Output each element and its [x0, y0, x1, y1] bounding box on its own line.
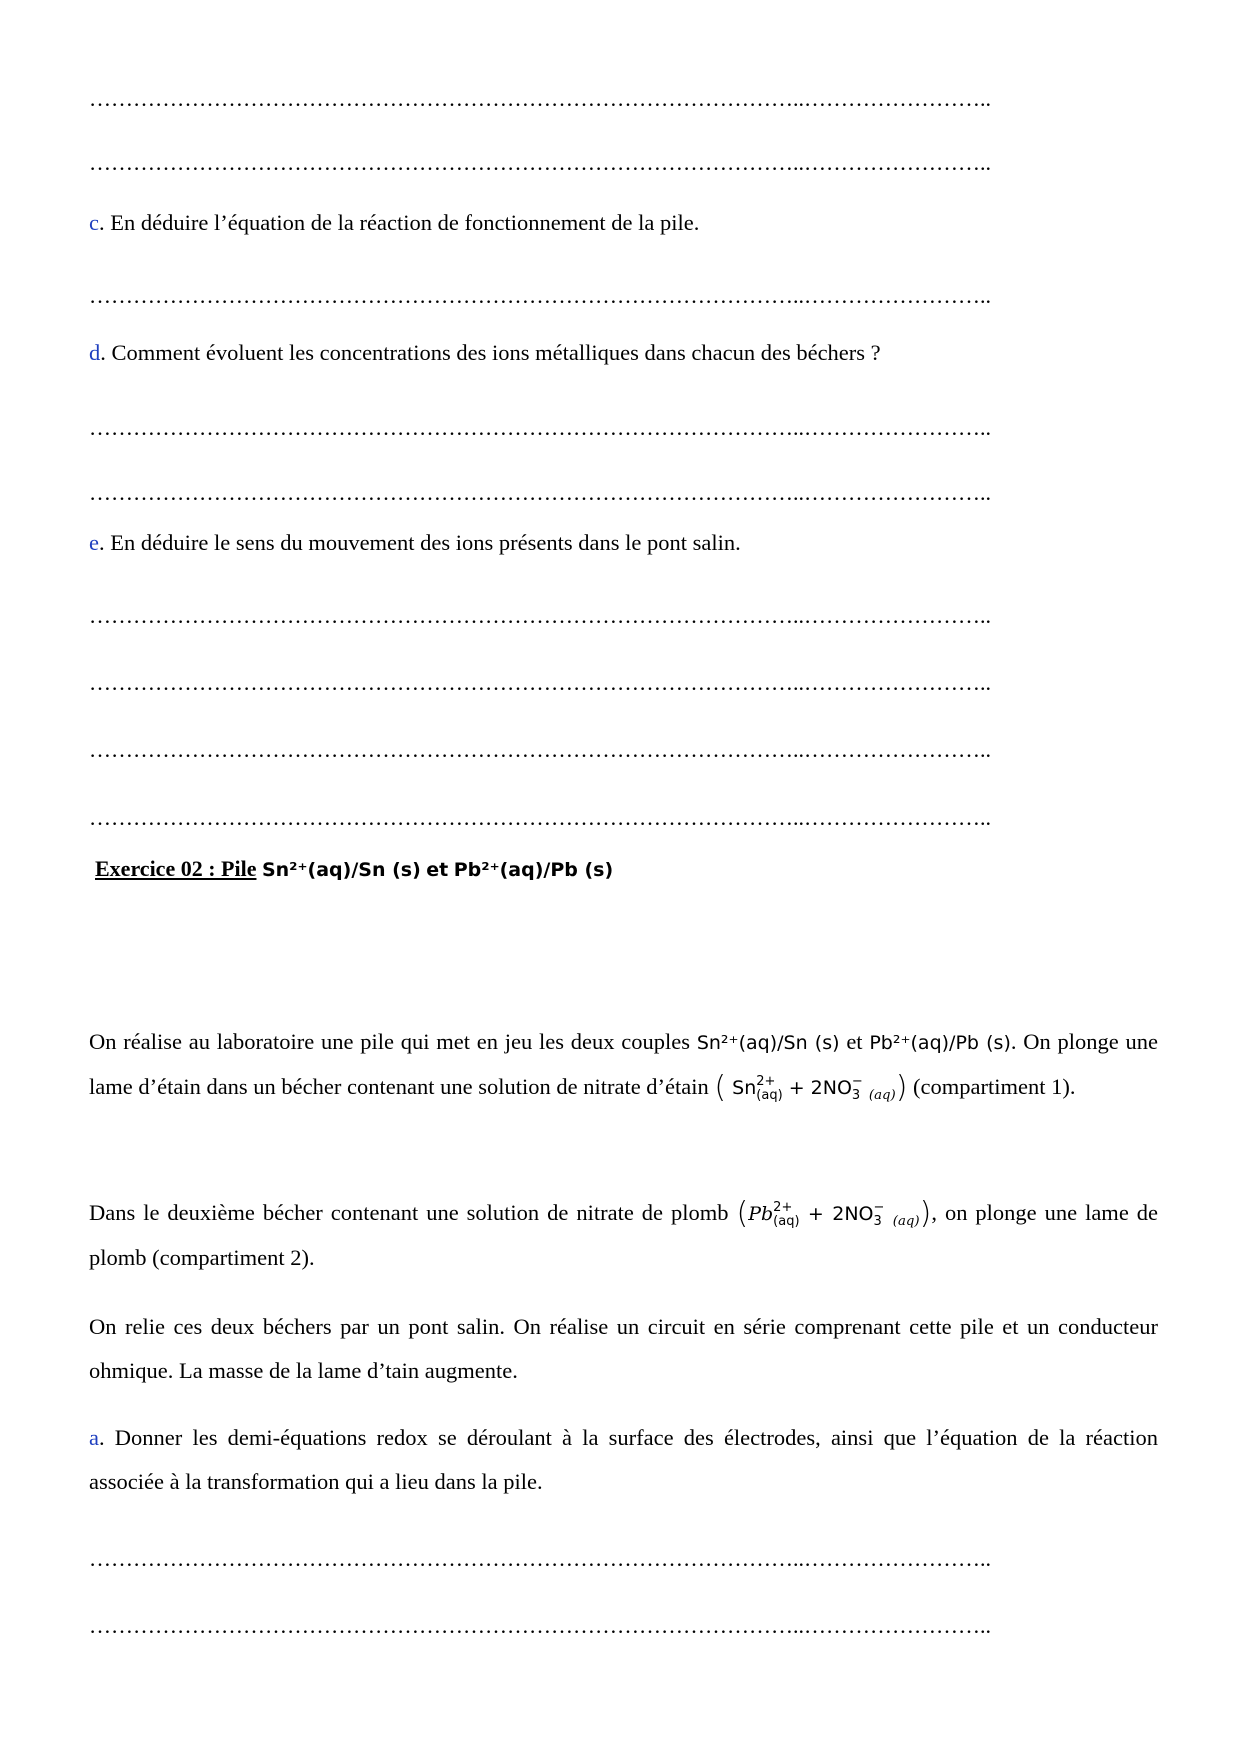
p2-start: Dans le deuxième bécher contenant une solution de nitrate de plomb	[89, 1200, 729, 1225]
answer-line: ……………………………………………………………………………………..……………………..	[89, 283, 991, 308]
answer-line: ……………………………………………………………………………………..……………………..	[89, 150, 991, 175]
couple-pb: Pb²⁺(aq)/Pb (s)	[453, 859, 614, 881]
answer-line: ……………………………………………………………………………………..……………………..	[89, 805, 991, 830]
question-letter: d	[89, 340, 101, 365]
couple-sn: Sn²⁺(aq)/Sn (s)	[696, 1032, 840, 1054]
p1-mid: et	[846, 1029, 863, 1054]
couple-pb: Pb²⁺(aq)/Pb (s)	[869, 1032, 1011, 1054]
question-letter: a	[89, 1425, 99, 1450]
p2-end: , on plonge une lame de plomb (compartiment 2).	[89, 1200, 1159, 1270]
answer-line: ……………………………………………………………………………………..……………………..	[89, 86, 991, 111]
question-c	[89, 210, 699, 236]
couple-sn: Sn²⁺(aq)/Sn (s)	[261, 859, 421, 881]
title-and: et	[426, 859, 449, 881]
question-text: . En déduire l’équation de la réaction de fonctionnement de la pile.	[99, 210, 700, 235]
answer-line: ……………………………………………………………………………………..……………………..	[89, 480, 991, 505]
p1-after: . On plonge une lame d’étain dans un bécher contenant une solution de nitrate d’étain	[89, 1029, 1159, 1099]
question-text: . En déduire le sens du mouvement des ions présents dans le pont salin.	[99, 530, 741, 555]
question-e	[89, 530, 741, 556]
answer-line: ……………………………………………………………………………………..……………………..	[89, 1546, 991, 1571]
paragraph-2	[89, 1191, 1158, 1280]
question-letter: c	[89, 210, 99, 235]
paragraph-1	[89, 1020, 1158, 1110]
question-text: . Donner les demi-équations redox se déroulant à la surface des électrodes, ainsi que l’équation de la réaction associée à la transformation qui a lieu dans la pile.	[89, 1425, 1158, 1494]
answer-line: ……………………………………………………………………………………..……………………..	[89, 670, 991, 695]
answer-line: ……………………………………………………………………………………..……………………..	[89, 737, 991, 762]
question-a	[89, 1416, 1158, 1504]
paragraph-3: On relie ces deux béchers par un pont salin. On réalise un circuit en série comprenant cette pile et un conducteur ohmique. La masse de la lame d’tain augmente.	[89, 1314, 1158, 1383]
question-d	[89, 340, 881, 366]
question-letter: e	[89, 530, 99, 555]
answer-line: ……………………………………………………………………………………..……………………..	[89, 1613, 991, 1638]
answer-line: ……………………………………………………………………………………..……………………..	[89, 415, 991, 440]
p1-end: (compartiment 1).	[913, 1074, 1076, 1099]
question-text: . Comment évoluent les concentrations des ions métalliques dans chacun des béchers ?	[100, 340, 881, 365]
lead-nitrate-formula: (Pb 2+ (aq) + 2NO − 3 $_{(aq)}$)	[736, 1196, 932, 1231]
tin-nitrate-formula: ( Sn 2+ (aq) + 2NO − 3 $_{(aq)}$)	[714, 1070, 908, 1105]
exercise-title	[95, 856, 613, 882]
p1-start: On réalise au laboratoire une pile qui met en jeu les deux couples	[89, 1029, 691, 1054]
exercise-title-text: Exercice 02 : Pile	[95, 856, 257, 881]
answer-line: ……………………………………………………………………………………..……………………..	[89, 603, 991, 628]
